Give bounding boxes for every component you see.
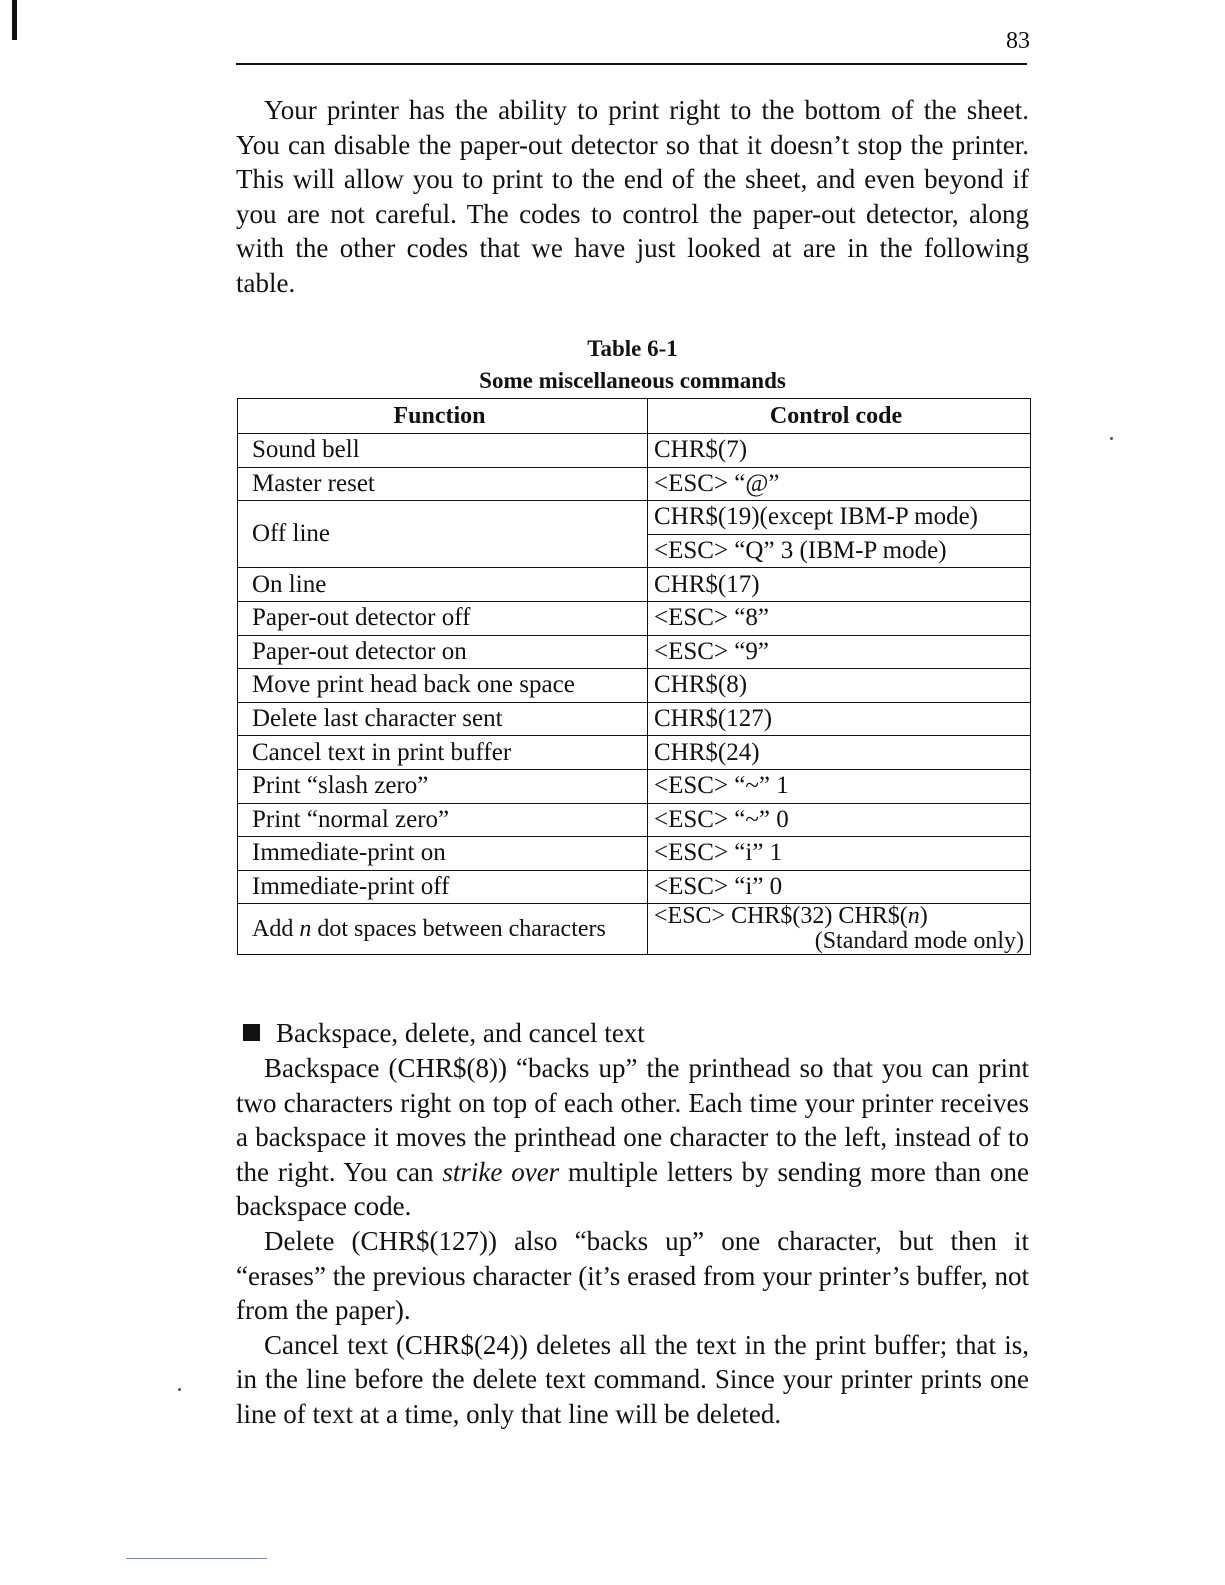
paragraph-cancel: Cancel text (CHR$(24)) deletes all the text in the print buffer; that is, in the line before the delete text command. Since your printer prints one line of text at a time, only that line will be deleted. [236,1329,1029,1429]
code-text-pre: <ESC> CHR$(32) CHR$( [654,903,908,930]
paragraph-backspace-post: multiple letters by sending more than one backspace code. [236,1156,1029,1222]
commands-table [237,398,1031,955]
code-cell: <ESC> “i” 1 [648,837,1031,871]
table-row [238,837,1031,871]
function-cell: On line [238,568,648,602]
intro-text: Your printer has the ability to print right to the bottom of the sheet. You can disable the paper-out detector so that it doesn’t stop the printer. This will allow you to print to the end of the sheet, and even beyond if you are not careful. The codes to control the paper-out detector, along with the other codes that we have just looked at are in the following table. [236,95,1029,298]
function-cell: Sound bell [238,434,648,468]
function-cell: Print “slash zero” [238,769,648,803]
table-header-row [238,399,1031,434]
table-subtitle: Some miscellaneous commands [479,368,786,393]
section-body [236,1051,1029,1432]
function-cell: Print “normal zero” [238,803,648,837]
function-cell: Delete last character sent [238,702,648,736]
scan-speck [1110,437,1113,440]
header-control-code: Control code [648,399,1031,434]
table-row [238,769,1031,803]
table-row [238,501,1031,535]
function-cell: Off line [238,501,648,568]
square-bullet-icon [243,1024,260,1041]
table-row [238,434,1031,468]
function-text-post: dot spaces between characters [311,915,606,942]
function-cell: Move print head back one space [238,669,648,703]
table-row [238,568,1031,602]
paragraph-delete: Delete (CHR$(127)) also “backs up” one character, but then it “erases” the previous character (it’s erased from your printer’s buffer, not from the paper). [236,1225,1029,1326]
code-cell: <ESC> “8” [648,601,1031,635]
code-cell: <ESC> “Q” 3 (IBM-P mode) [648,534,1031,568]
code-cell: <ESC> “~” 1 [648,769,1031,803]
function-cell: Paper-out detector off [238,601,648,635]
table-row [238,736,1031,770]
table-row [238,702,1031,736]
code-text-n: n [907,903,920,930]
header-rule [236,63,1027,65]
function-text-n: n [299,915,312,942]
table-row [238,467,1031,501]
footer-rule [126,1558,267,1559]
table-row [238,635,1031,669]
table-row [238,803,1031,837]
code-cell: CHR$(127) [648,702,1031,736]
page-number: 83 [1006,28,1030,54]
code-cell: <ESC> “~” 0 [648,803,1031,837]
table-row [238,601,1031,635]
code-cell: <ESC> “i” 0 [648,870,1031,904]
section-heading-text: Backspace, delete, and cancel text [276,1018,645,1048]
header-function: Function [238,399,648,434]
code-cell: <ESC> “@” [648,467,1031,501]
code-cell [648,904,1031,955]
section-heading [243,1016,645,1050]
code-text-post: ) [919,903,928,930]
table-title: Table 6-1 [587,336,678,361]
function-cell: Master reset [238,467,648,501]
scan-edge-mark [12,0,17,40]
paragraph-backspace-pre: Backspace (CHR$(8)) “backs up” the printhead so that you can print two characters right on top of each other. Each time your printer receives a backspace it moves the printhead one character to the left, instead of to the right. You can [236,1053,1029,1187]
function-cell [238,904,648,955]
function-cell: Immediate-print on [238,837,648,871]
code-cell: CHR$(24) [648,736,1031,770]
paragraph-backspace [236,1051,1029,1224]
code-cell: CHR$(19)(except IBM-P mode) [648,501,1031,535]
code-note: (Standard mode only) [814,928,1024,955]
code-cell: CHR$(17) [648,568,1031,602]
intro-paragraph [236,93,1029,301]
table-row [238,870,1031,904]
function-cell: Immediate-print off [238,870,648,904]
code-cell: CHR$(7) [648,434,1031,468]
scan-speck [178,1388,181,1391]
table-row [238,904,1031,955]
function-cell: Cancel text in print buffer [238,736,648,770]
function-text-pre: Add [252,915,300,942]
paragraph-backspace-italic: strike over [442,1156,560,1187]
table-row [238,669,1031,703]
code-cell: CHR$(8) [648,669,1031,703]
code-cell: <ESC> “9” [648,635,1031,669]
function-cell: Paper-out detector on [238,635,648,669]
